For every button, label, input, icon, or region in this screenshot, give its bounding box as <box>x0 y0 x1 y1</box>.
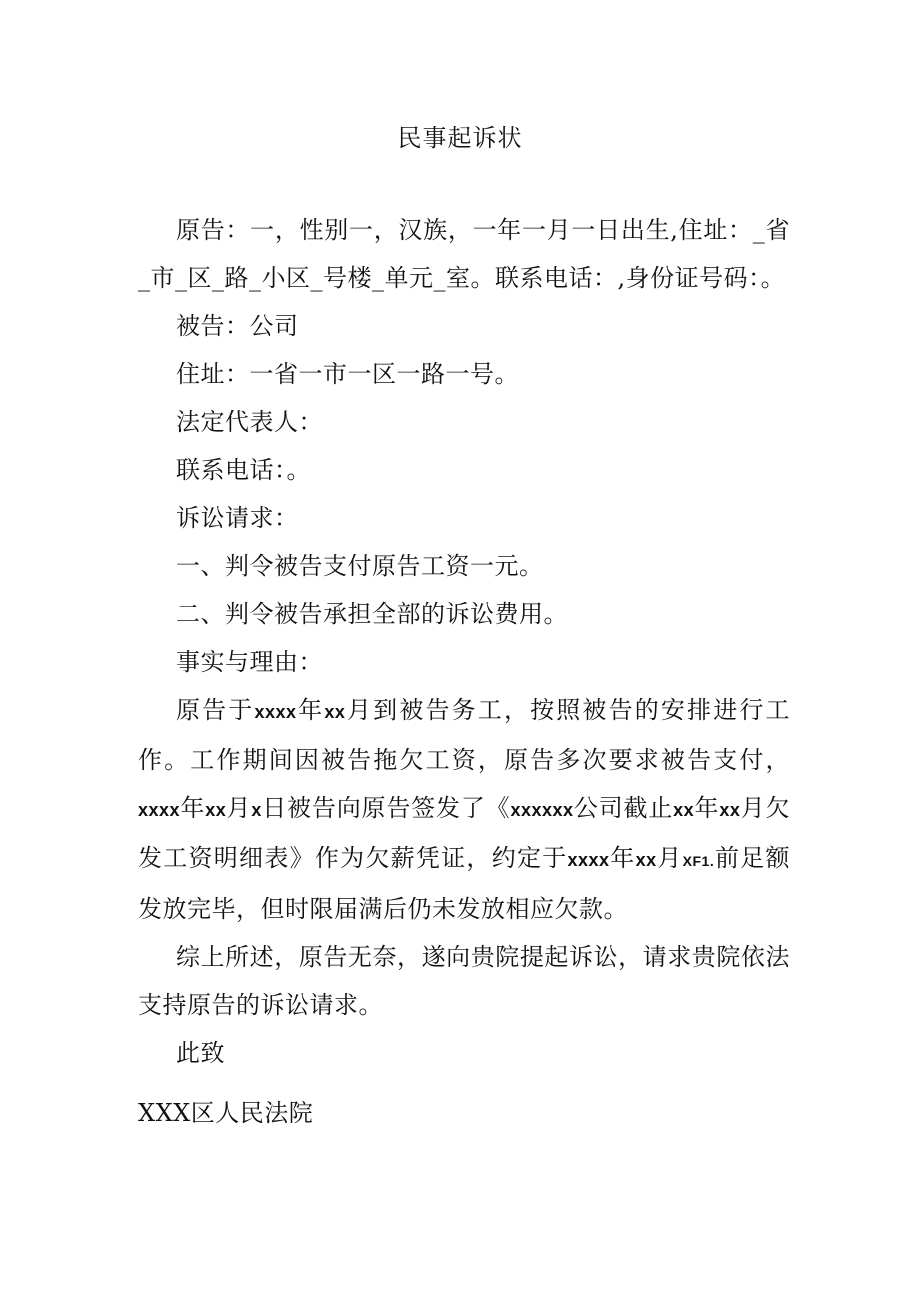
facts-text: 前足额发放完毕，但时限届满后仍未发放相应欠款。 <box>138 844 791 923</box>
placeholder-month: xx <box>324 702 346 722</box>
facts-text: 月 <box>226 794 252 822</box>
facts-text: 日被告向原告签发了《 <box>261 794 511 822</box>
closing-line: 此致 <box>176 1039 225 1067</box>
facts-text: 年 <box>609 844 636 872</box>
placeholder-day: XF1. <box>682 853 715 869</box>
claim-item-2: 二、判令被告承担全部的诉讼费用。 <box>176 600 568 628</box>
facts-text: 公司截止 <box>573 794 674 822</box>
placeholder-year: xxxx <box>567 850 610 870</box>
facts-text: 年 <box>694 794 720 822</box>
facts-text: 年 <box>296 696 325 724</box>
placeholder-day: x <box>251 800 262 820</box>
placeholder-year: xx <box>673 800 695 820</box>
document-body <box>138 206 790 1137</box>
placeholder-month: xx <box>635 850 657 870</box>
facts-text: 月到被告务工，按照被告的安排进行工作。工作期间因被告拖欠工资，原告多次要求被告支付， <box>138 696 791 774</box>
facts-paragraph <box>138 686 790 933</box>
placeholder-month: xx <box>205 800 227 820</box>
claims-heading: 诉讼请求： <box>176 504 299 532</box>
placeholder-company: xxxxxx <box>510 800 574 820</box>
facts-text: 年 <box>180 794 206 822</box>
document-title: 民事起诉状 <box>397 124 523 152</box>
facts-heading: 事实与理由： <box>176 648 323 676</box>
facts-text: 原告于 <box>176 696 255 724</box>
facts-text: 月欠发工资明细表》作为欠薪凭证，约定于 <box>138 794 791 872</box>
plaintiff-paragraph: 原告：一，性别一，汉族，一年一月一日出生,住址：_省_市_区_路_小区_号楼_单元_室。联系电话：,身份证号码：。 <box>138 216 790 292</box>
legal-representative-line: 法定代表人： <box>176 408 323 436</box>
facts-text: 月 <box>656 844 683 872</box>
contact-phone-line: 联系电话：。 <box>176 456 311 484</box>
claim-item-1: 一、判令被告支付原告工资一元。 <box>176 552 544 580</box>
placeholder-year: xxxx <box>138 800 181 820</box>
placeholder-month: xx <box>719 800 741 820</box>
conclusion-paragraph: 综上所述，原告无奈，遂向贵院提起诉讼，请求贵院依法支持原告的诉讼请求。 <box>138 943 790 1019</box>
defendant-address-line: 住址：一省一市一区一路一号。 <box>176 360 519 388</box>
defendant-line: 被告：公司 <box>176 312 299 340</box>
court-name: XXX区人民法院 <box>138 1099 314 1127</box>
placeholder-year: xxxx <box>254 702 297 722</box>
